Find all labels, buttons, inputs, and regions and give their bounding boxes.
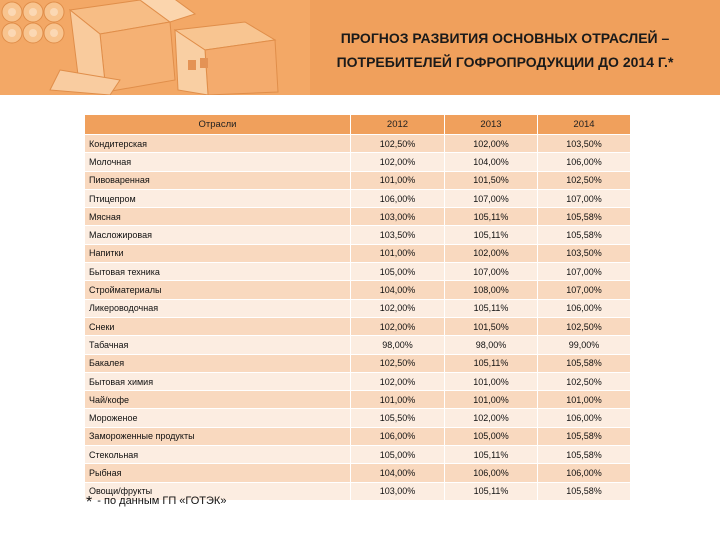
value-2013: 102,00% <box>445 244 538 262</box>
table-row <box>85 263 631 281</box>
value-2013: 101,50% <box>445 171 538 189</box>
source-footnote <box>86 494 226 512</box>
title-line-1: ПРОГНОЗ РАЗВИТИЯ ОСНОВНЫХ ОТРАСЛЕЙ – <box>340 30 670 46</box>
value-2012: 102,50% <box>351 135 445 153</box>
value-2012: 102,00% <box>351 153 445 171</box>
table-row <box>85 336 631 354</box>
table-row <box>85 171 631 189</box>
value-2013: 106,00% <box>445 464 538 482</box>
value-2012: 106,00% <box>351 427 445 445</box>
value-2014: 105,58% <box>538 446 631 464</box>
footnote-text: - по данным ГП «ГОТЭК» <box>97 495 227 507</box>
industry-name: Ликероводочная <box>85 299 351 317</box>
value-2013: 101,50% <box>445 317 538 335</box>
industry-name: Мясная <box>85 208 351 226</box>
page-title <box>300 26 710 74</box>
industry-name: Бытовая химия <box>85 372 351 390</box>
value-2013: 101,00% <box>445 372 538 390</box>
value-2013: 105,11% <box>445 354 538 372</box>
value-2014: 107,00% <box>538 263 631 281</box>
value-2013: 105,11% <box>445 482 538 500</box>
header-2014: 2014 <box>538 115 631 135</box>
value-2013: 98,00% <box>445 336 538 354</box>
header-banner <box>0 0 720 95</box>
table-row <box>85 135 631 153</box>
value-2013: 102,00% <box>445 135 538 153</box>
header-industry: Отрасли <box>85 115 351 135</box>
title-line-2: ПОТРЕБИТЕЛЕЙ ГОФРОПРОДУКЦИИ ДО 2014 Г.* <box>336 54 674 70</box>
footnote-asterisk: * <box>86 494 93 511</box>
industry-name: Овощи/фрукты <box>85 482 351 500</box>
value-2013: 104,00% <box>445 153 538 171</box>
value-2013: 107,00% <box>445 263 538 281</box>
value-2013: 105,11% <box>445 299 538 317</box>
table-row <box>85 189 631 207</box>
value-2012: 102,50% <box>351 354 445 372</box>
value-2013: 107,00% <box>445 189 538 207</box>
table-row <box>85 153 631 171</box>
industry-name: Рыбная <box>85 464 351 482</box>
header-2013: 2013 <box>445 115 538 135</box>
value-2014: 105,58% <box>538 226 631 244</box>
value-2014: 105,58% <box>538 354 631 372</box>
industry-name: Мороженое <box>85 409 351 427</box>
industry-name: Замороженные продукты <box>85 427 351 445</box>
industry-name: Птицепром <box>85 189 351 207</box>
table-row <box>85 372 631 390</box>
value-2012: 102,00% <box>351 299 445 317</box>
industry-name: Пивоваренная <box>85 171 351 189</box>
value-2012: 101,00% <box>351 171 445 189</box>
value-2014: 106,00% <box>538 299 631 317</box>
table-row <box>85 354 631 372</box>
industry-name: Напитки <box>85 244 351 262</box>
value-2012: 103,50% <box>351 226 445 244</box>
value-2014: 102,50% <box>538 372 631 390</box>
value-2014: 102,50% <box>538 317 631 335</box>
value-2012: 102,00% <box>351 317 445 335</box>
cardboard-boxes-illustration <box>0 0 310 95</box>
value-2013: 102,00% <box>445 409 538 427</box>
table-row <box>85 317 631 335</box>
value-2012: 106,00% <box>351 189 445 207</box>
value-2014: 99,00% <box>538 336 631 354</box>
header-2012: 2012 <box>351 115 445 135</box>
table-row <box>85 409 631 427</box>
industry-name: Бытовая техника <box>85 263 351 281</box>
industry-name: Чай/кофе <box>85 391 351 409</box>
table-row <box>85 299 631 317</box>
value-2012: 103,00% <box>351 482 445 500</box>
value-2013: 105,00% <box>445 427 538 445</box>
table-header-row <box>85 115 631 135</box>
table-row <box>85 446 631 464</box>
value-2013: 101,00% <box>445 391 538 409</box>
table-row <box>85 391 631 409</box>
value-2014: 106,00% <box>538 153 631 171</box>
value-2013: 105,11% <box>445 226 538 244</box>
value-2014: 107,00% <box>538 189 631 207</box>
value-2012: 103,00% <box>351 208 445 226</box>
industry-name: Масложировая <box>85 226 351 244</box>
industry-name: Табачная <box>85 336 351 354</box>
industry-name: Кондитерская <box>85 135 351 153</box>
table-row <box>85 208 631 226</box>
value-2012: 104,00% <box>351 281 445 299</box>
value-2013: 108,00% <box>445 281 538 299</box>
value-2013: 105,11% <box>445 208 538 226</box>
table-row <box>85 427 631 445</box>
value-2012: 101,00% <box>351 244 445 262</box>
value-2014: 105,58% <box>538 427 631 445</box>
industry-name: Стекольная <box>85 446 351 464</box>
value-2014: 105,58% <box>538 208 631 226</box>
table-row <box>85 226 631 244</box>
industry-name: Молочная <box>85 153 351 171</box>
value-2014: 103,50% <box>538 135 631 153</box>
value-2014: 107,00% <box>538 281 631 299</box>
value-2014: 101,00% <box>538 391 631 409</box>
industry-name: Бакалея <box>85 354 351 372</box>
value-2013: 105,11% <box>445 446 538 464</box>
industry-name: Снеки <box>85 317 351 335</box>
value-2012: 105,00% <box>351 446 445 464</box>
table-row <box>85 464 631 482</box>
value-2012: 102,00% <box>351 372 445 390</box>
table-row <box>85 244 631 262</box>
industry-name: Стройматериалы <box>85 281 351 299</box>
value-2012: 98,00% <box>351 336 445 354</box>
value-2014: 105,58% <box>538 482 631 500</box>
value-2012: 104,00% <box>351 464 445 482</box>
value-2014: 102,50% <box>538 171 631 189</box>
table-row <box>85 281 631 299</box>
value-2014: 106,00% <box>538 464 631 482</box>
value-2014: 106,00% <box>538 409 631 427</box>
value-2012: 101,00% <box>351 391 445 409</box>
value-2014: 103,50% <box>538 244 631 262</box>
industry-forecast-table <box>84 114 631 501</box>
value-2012: 105,50% <box>351 409 445 427</box>
value-2012: 105,00% <box>351 263 445 281</box>
